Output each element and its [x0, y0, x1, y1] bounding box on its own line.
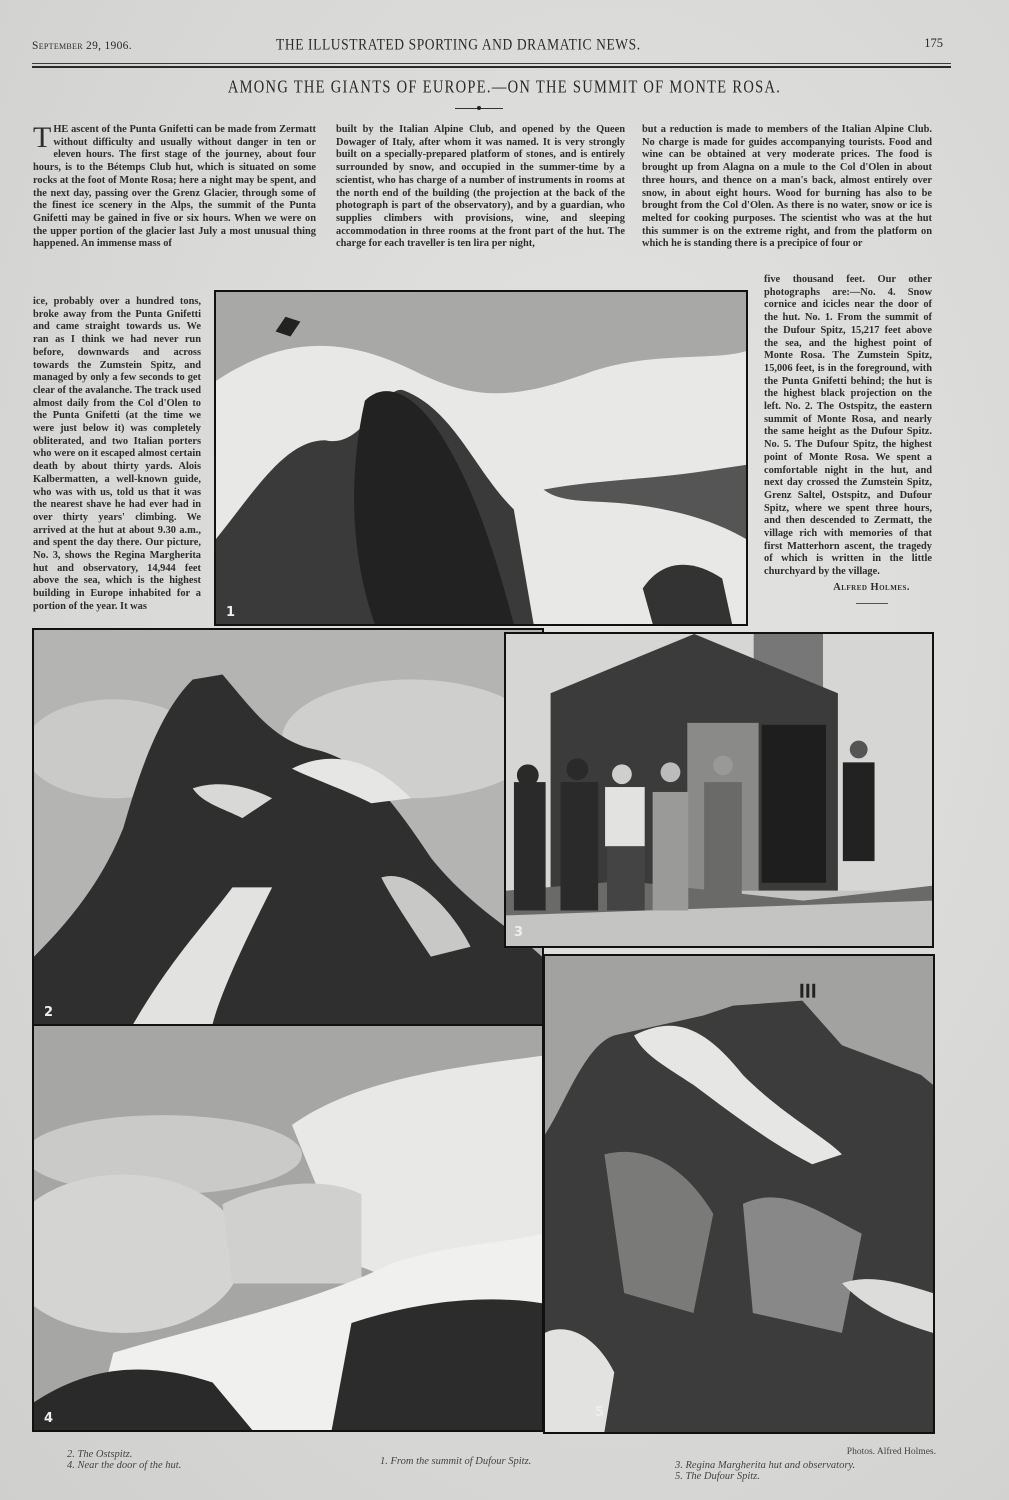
rock-summit-photo-image — [545, 956, 933, 1432]
article-column-3 — [642, 124, 932, 251]
snow-cornice-photo-image — [34, 1026, 542, 1430]
author-signature: Alfred Holmes. — [833, 581, 910, 593]
article-column-2 — [336, 124, 625, 251]
mountain-photo-image — [216, 292, 746, 624]
caption-photo-3: 3. Regina Margherita hut and observatory. — [675, 1460, 856, 1471]
mountain-photo-image — [34, 630, 542, 1024]
column-2-text: built by the Italian Alpine Club, and opened by the Queen Dowager of Italy, after whom it was named. It is very strongly built on a specially-prepared platform of stones, and is entirely surrounded by snow, and occupied in the summer-time by a scientist, who has charge of a number of instruments in rooms at the north end of the building (the projection at the back of the photograph is part of the observatory), and by a guardian, who supplies climbers with provisions, wine, and sleeping accommodation in three rooms at the front part of the hut. The charge for each traveller is ten lira per night, — [336, 124, 625, 250]
photo-number: 4 — [44, 1411, 54, 1426]
photo-number: 3 — [514, 925, 524, 940]
column-3-lead-text: but a reduction is made to members of the Italian Alpine Club. No charge is made for guides accompanying tourists. Food and wine can be obtained at very moderate prices. The food is brought up from Alagna on a mule to the Col d'Olen in about three hours, and thence on a man's back, almost entirely over snow, in about eight hours. Wood for burning has also to be brought from the Col d'Olen. As there is no water, snow or ice is melted for cooking purposes. The scientist who was at the hut this summer is on the extreme right, and from the platform on which he is standing there is a precipice of four or — [642, 124, 932, 250]
column-1-narrow-text: ice, probably over a hundred tons, broke away from the Punta Gnifetti and came straight towards us. We ran as I think we had never run before, downwards and across towards the Zumstein Spitz, and managed by only a few seconds to get clear of the avalanche. The track used almost daily from the Col d'Olen to the Punta Gnifetti (at the time we were just below it) was completely obliterated, and two Italian porters who were on it escaped almost certain death by about thirty yards. Alois Kalbermatten, a well-known guide, who was with us, told us that it was the nearest shave he had ever had in over thirty years' climbing. We arrived at the hut at about 9.30 a.m., and spent the day there. Our picture, No. 3, shows the Regina Margherita hut and observatory, 14,944 feet above the sea, which is the highest building in Europe inhabited for a portion of the year. It was — [33, 296, 201, 612]
drop-cap: T — [33, 121, 52, 154]
caption-photo-1: 1. From the summit of Dufour Spitz. — [380, 1456, 532, 1467]
article-column-1 — [33, 121, 316, 251]
page-header — [32, 36, 951, 58]
photo-number: 1 — [226, 605, 236, 620]
photo-5-dufour-spitz — [543, 954, 935, 1434]
publication-title: THE ILLUSTRATED SPORTING AND DRAMATIC NEWS. — [276, 35, 641, 54]
article-column-1-narrow — [33, 296, 201, 614]
page-number: 175 — [924, 36, 943, 50]
hut-photo-image — [506, 634, 932, 946]
caption-photo-4: 4. Near the door of the hut. — [67, 1460, 182, 1471]
photo-credit: Photos. Alfred Holmes. — [846, 1447, 936, 1457]
photo-number: 2 — [44, 1005, 54, 1020]
column-3-narrow-text: five thousand feet. Our other photographs are:—No. 4. Snow cornice and icicles near the door of the hut. No. 1. From the summit of the Dufour Spitz, 15,217 feet above the sea, and the highest point of Monte Rosa. The Zumstein Spitz, 15,006 feet, is in the foreground, with the Punta Gnifetti behind; the hut is the highest black projection on the left. No. 2. The Ostspitz, the eastern summit of Monte Rosa, and nearly the same height as the Dufour Spitz. No. 5. The Dufour Spitz, the highest point of Monte Rosa. We spent a comfortable night in the hut, and next day crossed the Zumstein Spitz, Grenz Saltel, Ostspitz, and Dufour Spitz, where we spent three hours, and then descended to Zermatt, the village rich with memories of that first Matterhorn ascent, the tragedy of which is written in the little churchyard by the village. — [764, 274, 932, 578]
caption-left — [67, 1449, 181, 1471]
article-headline: AMONG THE GIANTS OF EUROPE.—ON THE SUMMIT OF MONTE ROSA. — [227, 78, 782, 98]
caption-photo-2: 2. The Ostspitz. — [67, 1449, 133, 1460]
caption-right — [675, 1460, 855, 1482]
caption-photo-5: 5. The Dufour Spitz. — [675, 1471, 760, 1482]
header-rule — [32, 63, 951, 64]
header-rule-thick — [32, 66, 951, 68]
photo-number: 5 — [595, 1405, 605, 1420]
article-column-3-narrow — [764, 274, 932, 604]
column-1-lead-text: HE ascent of the Punta Gnifetti can be made from Zermatt without difficulty and usually without danger in ten or eleven hours. The first stage of the journey, about four hours, is to the Bétemps Club hut, which is situated on some rocks at the foot of Monte Rosa; here a night may be spent, and the next day, passing over the Grenz Glacier, through some of the finest ice scenery in the Alps, the summit of the Punta Gnifetti may be gained in five or six hours. When we were on the upper portion of the glacier last July a most unusual thing happened. An immense mass of — [33, 124, 316, 250]
photo-4-snow-cornice — [32, 1024, 544, 1432]
end-rule — [856, 603, 888, 604]
headline-ornament-dot — [477, 106, 481, 110]
photo-3-regina-margherita-hut — [504, 632, 934, 948]
photo-1-dufour-summit — [214, 290, 748, 626]
issue-date: September 29, 1906. — [32, 40, 132, 52]
photo-2-ostspitz — [32, 628, 544, 1026]
